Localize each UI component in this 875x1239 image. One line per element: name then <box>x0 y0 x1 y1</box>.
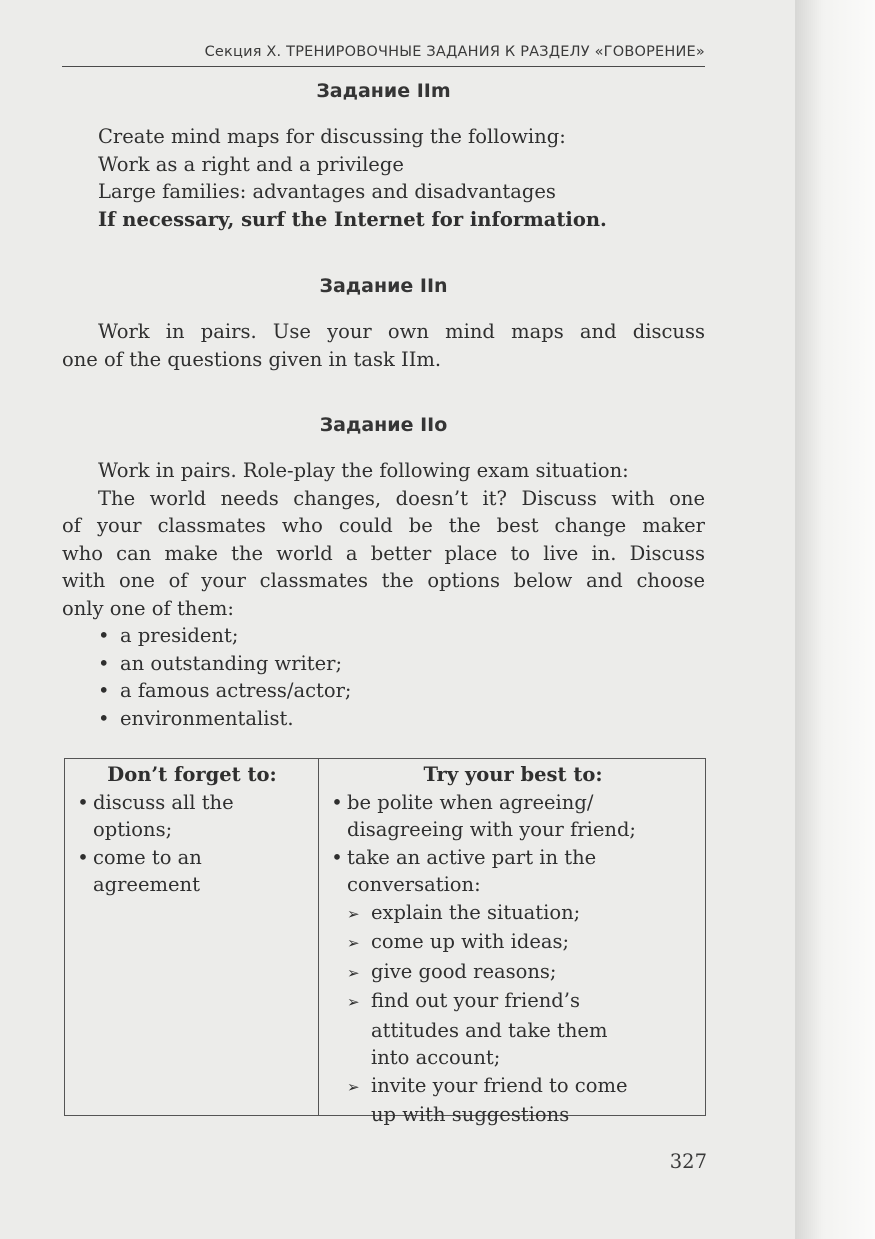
option-text: an outstanding writer; <box>120 651 343 675</box>
sub-item <box>327 987 699 1017</box>
option-text: environmentalist. <box>120 706 294 730</box>
table-right-column <box>327 761 699 1129</box>
left-column-item-continuation: options; <box>93 818 173 841</box>
task-iio-paragraph-line: only one of them: <box>62 596 234 620</box>
bullet-icon: • <box>98 651 110 675</box>
bullet-icon: • <box>331 790 343 814</box>
sub-item <box>327 1072 699 1102</box>
sub-item-continuation: attitudes and take them <box>371 1018 608 1042</box>
sub-item-text: come up with ideas; <box>371 930 570 953</box>
bullet-icon: • <box>98 624 110 647</box>
option-list-item <box>62 705 705 733</box>
left-column-item <box>73 844 311 872</box>
table-column-divider <box>318 759 319 1115</box>
bullet-icon: • <box>98 679 110 702</box>
bullet-icon: • <box>77 845 89 869</box>
left-column-heading: Don’t forget to: <box>107 763 277 786</box>
item-text: be polite when agreeing/ <box>347 790 594 814</box>
left-column-item-continuation: agreement <box>93 873 200 896</box>
sub-item-text: invite your friend to come <box>371 1073 628 1097</box>
task-iim-body <box>62 123 705 233</box>
task-iio-paragraph-line: with one of your classmates the options below and choose <box>62 569 705 592</box>
option-text: a famous actress/actor; <box>120 679 352 702</box>
task-iio-paragraph-line: who can make the world a better place to live in. Discuss <box>62 541 705 565</box>
task-iim-line: Large families: advantages and disadvantages <box>98 180 556 203</box>
option-list-item <box>62 622 705 650</box>
task-heading-iim: Задание IIm <box>316 80 451 102</box>
task-iim-instruction: If necessary, surf the Internet for information. <box>98 207 607 231</box>
option-text: a president; <box>120 624 239 647</box>
task-heading-iin: Задание IIn <box>319 275 448 297</box>
task-heading-iio: Задание IIo <box>319 414 448 436</box>
sub-item-continuation: into account; <box>371 1046 501 1069</box>
arrow-bullet-icon: ➢ <box>347 963 360 982</box>
arrow-bullet-icon: ➢ <box>347 904 360 923</box>
sub-item-text: give good reasons; <box>371 959 557 983</box>
task-iin-body <box>62 318 705 373</box>
page-edge-shadow <box>795 0 875 1239</box>
right-column-heading: Try your best to: <box>423 763 603 786</box>
task-iin-line: one of the questions given in task IIm. <box>62 347 442 371</box>
sub-item-continuation: up with suggestions <box>371 1103 570 1126</box>
right-column-item <box>327 844 699 872</box>
right-column-item <box>327 789 699 817</box>
bullet-icon: • <box>331 845 343 869</box>
task-iio-body <box>62 457 705 732</box>
task-iim-line: Work as a right and a privilege <box>98 152 404 176</box>
bullet-icon: • <box>77 790 89 814</box>
arrow-bullet-icon: ➢ <box>347 1077 360 1096</box>
right-column-item-continuation: conversation: <box>347 873 481 896</box>
item-text: come to an <box>93 845 202 869</box>
sub-item <box>327 958 699 988</box>
arrow-bullet-icon: ➢ <box>347 934 360 952</box>
running-header: Секция X. ТРЕНИРОВОЧНЫЕ ЗАДАНИЯ К РАЗДЕЛУ «ГОВОРЕНИЕ» <box>204 44 705 60</box>
task-iio-intro: Work in pairs. Role-play the following exam situation: <box>98 459 629 482</box>
left-column-item <box>73 789 311 817</box>
sub-item <box>327 899 699 929</box>
page-number: 327 <box>669 1150 707 1173</box>
item-text: discuss all the <box>93 790 234 814</box>
arrow-bullet-icon: ➢ <box>347 993 360 1011</box>
item-text: take an active part in the <box>347 845 597 869</box>
option-list-item <box>62 650 705 678</box>
sub-item-text: find out your friend’s <box>371 989 580 1012</box>
task-iio-paragraph-line: of your classmates who could be the best change maker <box>62 514 705 537</box>
sub-item <box>327 928 699 958</box>
option-list-item <box>62 677 705 705</box>
header-rule <box>62 66 705 67</box>
table-left-column <box>73 761 311 899</box>
sub-item-text: explain the situation; <box>371 900 581 924</box>
bullet-icon: • <box>98 706 110 730</box>
tips-table <box>64 758 706 1126</box>
task-iin-line: Work in pairs. Use your own mind maps and discuss <box>98 320 705 343</box>
right-column-item-continuation: disagreeing with your friend; <box>347 818 636 841</box>
task-iim-line: Create mind maps for discussing the following: <box>98 125 566 148</box>
task-iio-paragraph-line: The world needs changes, doesn’t it? Discuss with one <box>98 486 705 510</box>
